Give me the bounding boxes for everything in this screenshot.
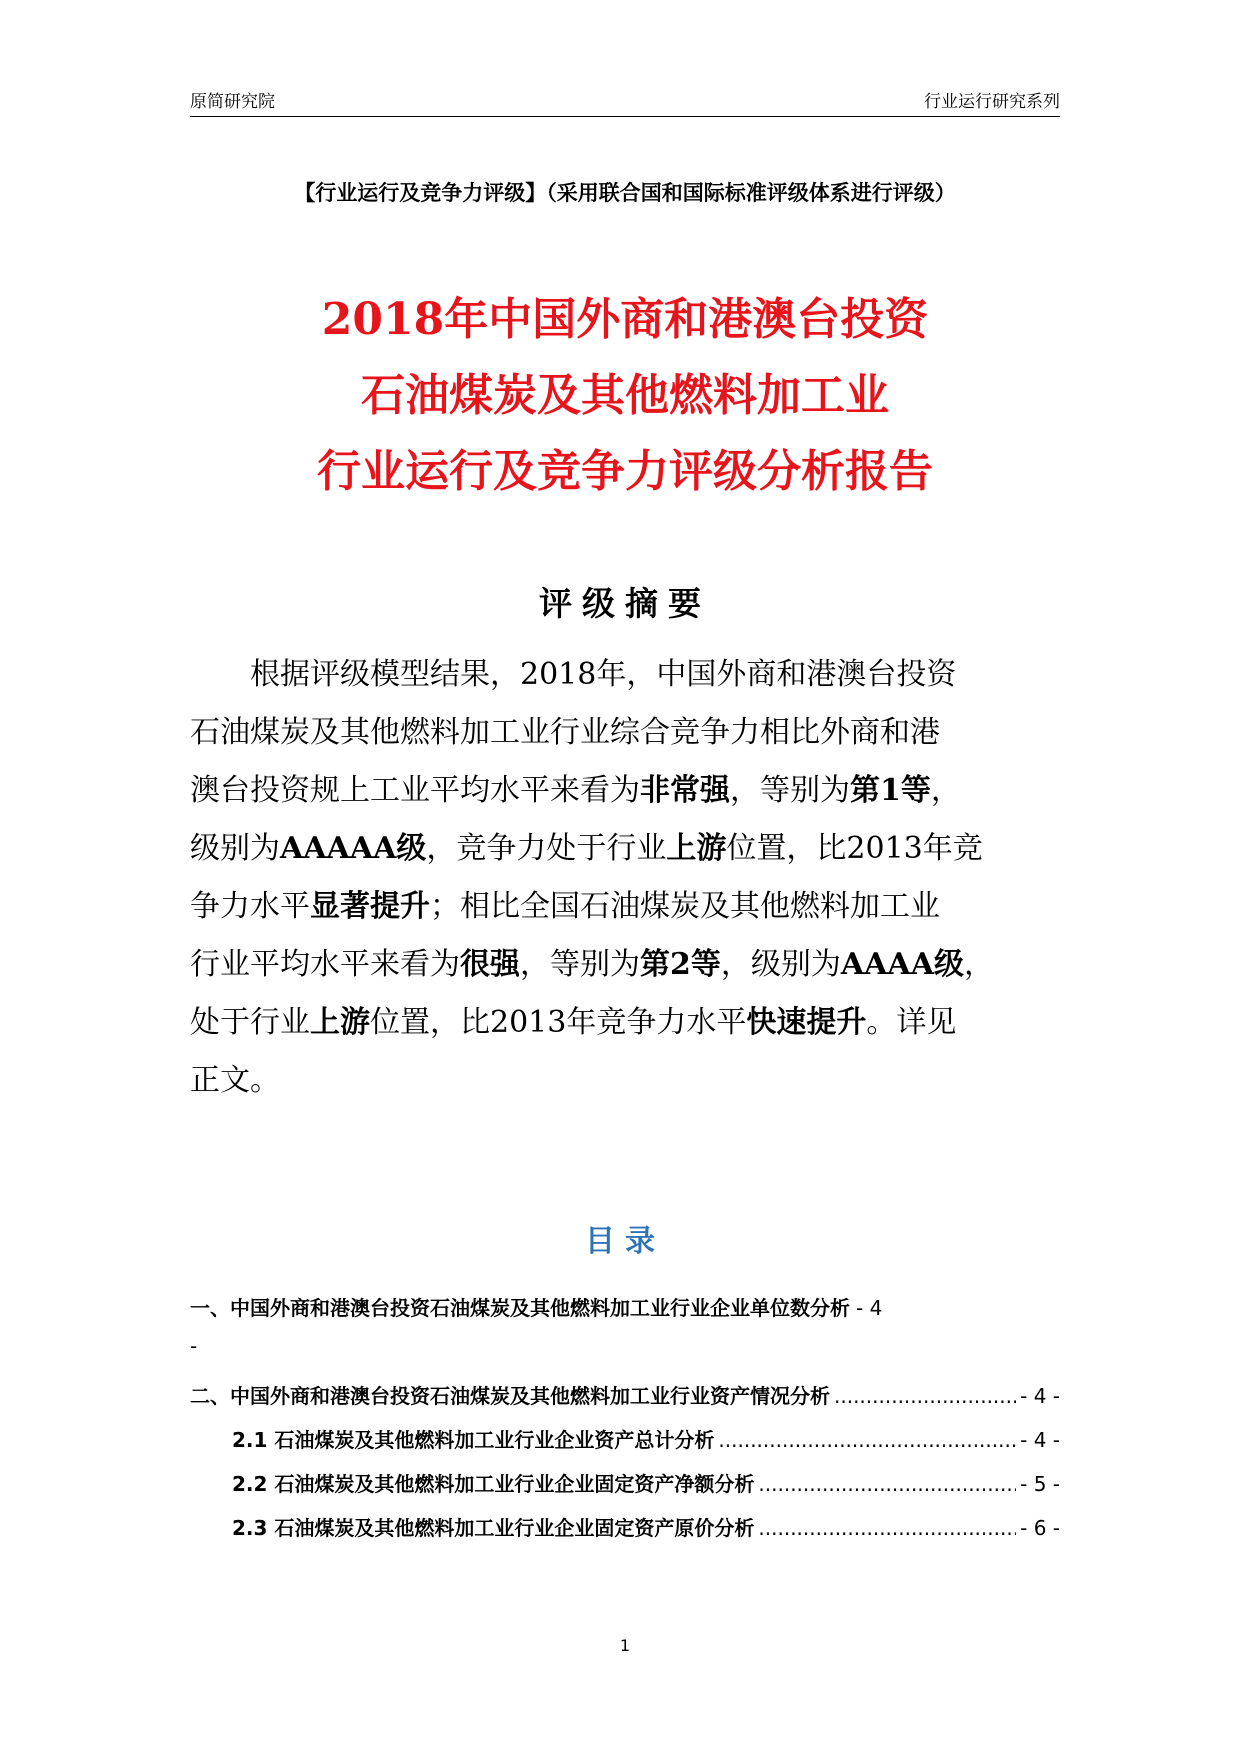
toc-heading: 目录	[585, 1224, 665, 1259]
toc-entry-label[interactable]: 二、中国外商和港澳台投资石油煤炭及其他燃料加工业行业资产情况分析	[190, 1384, 830, 1408]
toc-entry-page[interactable]: - 4 -	[1020, 1384, 1060, 1408]
rating-grade: 第1等	[850, 773, 931, 808]
header-organization: 原简研究院	[190, 92, 275, 112]
toc-entry-label[interactable]: 2.1 石油煤炭及其他燃料加工业行业企业资产总计分析	[232, 1428, 715, 1452]
summary-line	[190, 704, 1060, 762]
report-title	[150, 282, 1100, 510]
toc-entry-page[interactable]: - 4	[856, 1296, 883, 1320]
summary-text: 行业平均水平来看为	[190, 947, 460, 982]
summary-heading: 评级摘要	[539, 584, 711, 623]
page-header	[190, 88, 1060, 116]
page-number: 1	[619, 1636, 631, 1655]
summary-line	[190, 646, 1060, 704]
summary-text: 澳台投资规上工业平均水平来看为	[190, 773, 640, 808]
toc-entry-page[interactable]: - 4 -	[1020, 1428, 1060, 1452]
summary-text: 级别为	[190, 831, 280, 866]
toc-entry-label[interactable]: 2.3 石油煤炭及其他燃料加工业行业企业固定资产原价分析	[232, 1516, 755, 1540]
national-rating-grade: 第2等	[640, 947, 721, 982]
title-line-3: 行业运行及竞争力评级分析报告	[317, 446, 933, 497]
title-line-1: 2018年中国外商和港澳台投资	[321, 294, 929, 345]
summary-line	[190, 762, 1060, 820]
summary-text: 位置，比2013年竞	[726, 831, 983, 866]
summary-text: ，竞争力处于行业	[426, 831, 667, 866]
summary-line	[190, 820, 1060, 878]
summary-text: 石油煤炭及其他燃料加工业行业综合竞争力相比外商和港	[190, 715, 940, 750]
rating-trend: 显著提升	[310, 889, 430, 924]
toc-entry-label[interactable]: 2.2 石油煤炭及其他燃料加工业行业企业固定资产净额分析	[232, 1472, 755, 1496]
rating-position: 上游	[666, 831, 727, 866]
header-divider	[190, 116, 1060, 117]
toc-leader	[758, 1506, 1016, 1550]
summary-line	[190, 1052, 1060, 1110]
national-rating-strength: 很强	[460, 947, 520, 982]
toc-entry-page[interactable]: - 5 -	[1020, 1472, 1060, 1496]
summary-text: 处于行业	[190, 1005, 310, 1040]
toc-entry-2[interactable]	[190, 1374, 1060, 1418]
toc-leader	[758, 1462, 1016, 1506]
table-of-contents	[190, 1286, 1060, 1550]
rating-strength: 非常强	[640, 773, 730, 808]
national-rating-trend: 快速提升	[746, 1005, 867, 1040]
toc-entry-1-wrap: -	[190, 1334, 198, 1358]
summary-text: ，	[930, 773, 961, 808]
title-line-2: 石油煤炭及其他燃料加工业	[361, 370, 889, 421]
summary-text: ，级别为	[720, 947, 841, 982]
header-series: 行业运行研究系列	[924, 92, 1060, 112]
summary-line	[190, 994, 1060, 1052]
toc-entry-2-2[interactable]	[190, 1462, 1060, 1506]
summary-text: ，等别为	[520, 947, 640, 982]
summary-text: ，	[963, 947, 994, 982]
summary-line	[190, 878, 1060, 936]
national-rating-level: AAAA级	[840, 947, 964, 982]
report-tagline: 【行业运行及竞争力评级】（采用联合国和国际标准评级体系进行评级）	[294, 181, 956, 205]
summary-text: 。详见	[866, 1005, 957, 1040]
summary-text: 位置，比2013年竞争力水平	[370, 1005, 747, 1040]
national-rating-position: 上游	[310, 1005, 370, 1040]
toc-entry-2-3[interactable]	[190, 1506, 1060, 1550]
toc-leader	[834, 1374, 1016, 1418]
toc-leader	[718, 1418, 1016, 1462]
summary-text: 争力水平	[190, 889, 310, 924]
toc-entry-2-1[interactable]	[190, 1418, 1060, 1462]
summary-text: ；相比全国石油煤炭及其他燃料加工业	[430, 889, 940, 924]
summary-line	[190, 936, 1060, 994]
toc-entry-page[interactable]: - 6 -	[1020, 1516, 1060, 1540]
toc-entry-label[interactable]: 一、中国外商和港澳台投资石油煤炭及其他燃料加工业行业企业单位数分析	[190, 1296, 850, 1320]
toc-entry-1[interactable]	[190, 1286, 1060, 1330]
summary-paragraph	[190, 646, 1060, 1110]
summary-text: 根据评级模型结果，2018年，中国外商和港澳台投资	[250, 657, 957, 692]
summary-text: 正文。	[190, 1063, 280, 1098]
rating-level: AAAAA级	[280, 831, 427, 866]
summary-text: ，等别为	[730, 773, 850, 808]
